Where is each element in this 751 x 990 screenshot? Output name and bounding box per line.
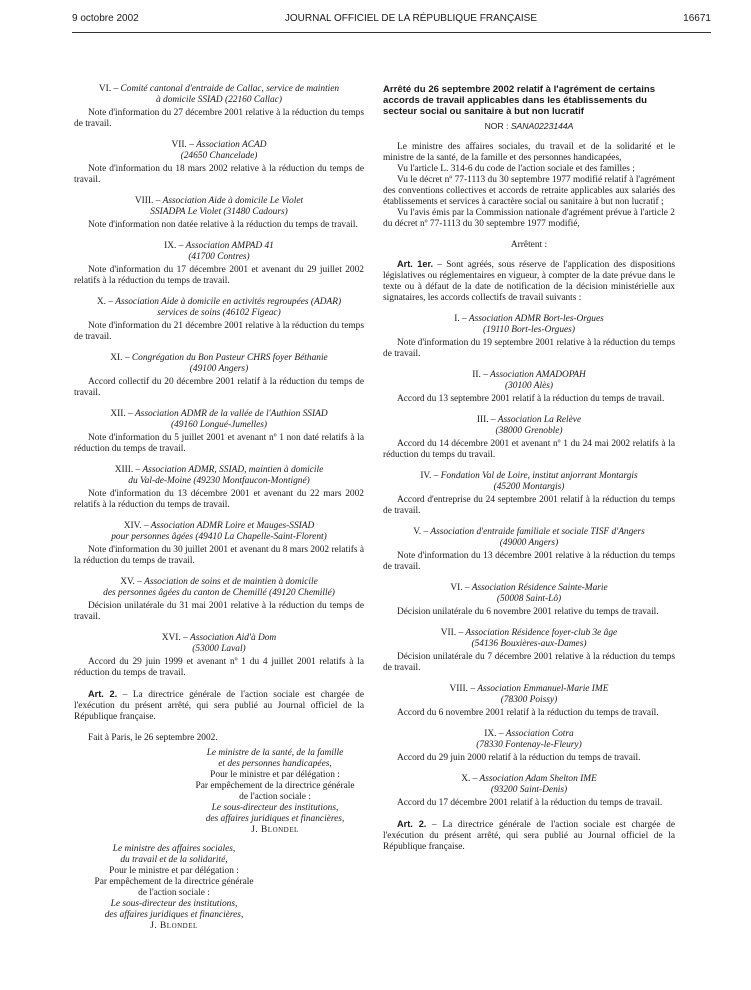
entry-number: I. – (454, 314, 467, 324)
entry-location: (49100 Angers) (189, 364, 249, 374)
entry-location: (45200 Montargis) (493, 482, 565, 492)
entry-number: IX. – (484, 729, 504, 739)
nor-label: NOR : (484, 121, 511, 131)
entry-heading (383, 527, 675, 538)
agreement-entry (74, 633, 364, 679)
agreement-entry (383, 314, 675, 360)
entry-name: Association Résidence foyer-club 3e âge (465, 628, 618, 638)
entry-heading (74, 84, 364, 95)
agreement-entry (74, 297, 364, 343)
header-title: JOURNAL OFFICIEL DE LA RÉPUBLIQUE FRANÇAISE (284, 12, 537, 24)
entry-heading (74, 353, 364, 364)
entry-location: (78330 Fontenay-le-Fleury) (476, 740, 582, 750)
entry-number: II. – (472, 370, 488, 380)
entry-location: (54136 Bouxières-aux-Dames) (471, 639, 587, 649)
entry-number: XV. – (120, 577, 142, 587)
entry-name: Association ACAD (196, 140, 267, 150)
sig1-line6: Le sous-directeur des institutions, (211, 803, 339, 813)
right-art2-text: – La directrice générale de l'action sociale est chargée de l'exécution du présent arrêté, qui sera publié au Journal officiel de la République française. (383, 820, 675, 852)
sig2-line3: Pour le ministre et par délégation : (109, 866, 239, 876)
entry-location: (93200 Saint-Denis) (490, 785, 568, 795)
entry-text: Note d'information du 30 juillet 2001 et avenant du 8 mars 2002 relatifs à la réduction du temps de travail. (74, 545, 364, 566)
entry-name: Association ADMR Bort-les-Orgues (468, 314, 604, 324)
entry-heading (74, 521, 364, 532)
entry-text: Décision unilatérale du 7 décembre 2001 relative à la réduction du temps de travail. (383, 652, 675, 673)
visa-avis-commission: Vu l'avis émis par la Commission nationale d'agrément prévue à l'article 2 du décret nº 77-1113 du 30 septembre 1977 modifié, (383, 208, 675, 229)
entry-name: Fondation Val de Loire, institut anjorrant Montargis (440, 471, 638, 481)
entry-name: Association Adam Shelton IME (479, 774, 597, 784)
entry-location: (53000 Laval) (192, 644, 246, 654)
entry-number: IV. – (420, 471, 439, 481)
entry-number: XIII. – (114, 465, 141, 475)
entry-text: Note d'information du 5 juillet 2001 et avenant nº 1 non daté relatifs à la réduction du temps de travail. (74, 433, 364, 454)
entry-number: XII. – (110, 409, 133, 419)
entry-heading (74, 577, 364, 588)
entry-number: VI. – (450, 583, 470, 593)
entry-name: Association de soins et de maintien à domicile (144, 577, 318, 587)
sig2-line2: du travail et de la solidarité, (120, 855, 228, 865)
entry-name: Association La Relève (497, 415, 582, 425)
entry-location: services de soins (46102 Figeac) (157, 308, 281, 318)
agreement-entry (383, 684, 675, 719)
agreement-entry (74, 465, 364, 511)
agreement-entry (383, 415, 675, 461)
entry-text: Accord du 14 décembre 2001 et avenant nº 1 du 24 mai 2002 relatifs à la réduction du temps du travail. (383, 439, 675, 460)
left-column (74, 84, 364, 932)
entry-location: des personnes âgées du canton de Chemillé (49120 Chemillé) (103, 588, 335, 598)
entry-number: III. – (476, 415, 496, 425)
entry-text: Accord du 29 juin 2000 relatif à la réduction du temps de travail. (397, 753, 641, 763)
entry-heading (383, 628, 675, 639)
entry-heading (383, 774, 675, 785)
entry-number: IX. – (164, 241, 184, 251)
entry-name: Association AMPAD 41 (185, 241, 274, 251)
entry-name: Association Aide à domicile en activités regroupées (ADAR) (115, 297, 342, 307)
entry-number: XIV. – (123, 521, 149, 531)
entry-text: Accord du 13 septembre 2001 relatif à la réduction du temps de travail. (397, 394, 665, 404)
entry-name: Association Cotra (505, 729, 574, 739)
visa-code-action-sociale: Vu l'article L. 314-6 du code de l'action sociale et des familles ; (397, 164, 635, 174)
entry-name: Association ADMR Loire et Mauges-SSIAD (150, 521, 315, 531)
entry-location: (19110 Bort-les-Orgues) (483, 325, 575, 335)
agreement-entry (74, 241, 364, 287)
entry-text: Accord du 17 décembre 2001 relatif à la réduction du temps de travail. (397, 798, 663, 808)
entry-location: (50008 Saint-Lô) (496, 594, 562, 604)
art1-text: – Sont agréés, sous réserve de l'application des dispositions législatives ou réglementaires en vigueur, à compter de la date prévue dans le texte ou à défaut de la date de notification de la décision ministérielle aux signataires, les accords collectifs de travail suivants : (383, 260, 675, 303)
left-article-2 (74, 689, 364, 723)
arretent: Arrêtent : (510, 240, 548, 250)
agreement-entry (74, 140, 364, 186)
entry-heading (383, 729, 675, 740)
entry-location: du Val-de-Moine (49230 Montfaucon-Montigné) (128, 476, 310, 486)
entry-text: Note d'information du 13 décembre 2001 relative à la réduction du temps de travail. (383, 551, 675, 572)
sig2-line1: Le ministre des affaires sociales, (112, 844, 236, 854)
entry-name: Association ADMR, SSIAD, maintien à domicile (142, 465, 324, 475)
sig2-line4: Par empêchement de la directrice générale (94, 877, 254, 887)
entry-name: Association Résidence Sainte-Marie (471, 583, 608, 593)
sig1-line3: Pour le ministre et par délégation : (210, 770, 340, 780)
visa-decret: Vu le décret nº 77-1113 du 30 septembre 1977 modifié relatif à l'agrément des conventions collectives et accords de retraite applicables aux salariés des établissements et services à caractère social ou sanitaire à but non lucratif ; (383, 175, 675, 207)
entry-heading (383, 583, 675, 594)
signature-block-affaires-sociales (74, 844, 274, 932)
entry-text: Accord du 29 juin 1999 et avenant nº 1 du 4 juillet 2001 relatifs à la réduction du temps de travail. (74, 657, 364, 678)
entry-number: VII. – (440, 628, 464, 638)
agreement-entry (74, 84, 364, 130)
entry-heading (383, 370, 675, 381)
entry-location: à domicile SSIAD (22160 Callac) (155, 95, 283, 105)
entry-name: Comité cantonal d'entraide de Callac, service de maintien (120, 84, 340, 94)
agreement-entry (74, 409, 364, 455)
agreement-entry (383, 729, 675, 764)
art1-label: Art. 1er. (397, 259, 434, 269)
entry-text: Note d'information du 17 décembre 2001 et avenant du 29 juillet 2002 relatifs à la réduction du temps de travail. (74, 265, 364, 286)
entry-name: Association AMADOPAH (490, 370, 586, 380)
sig1-line7: des affaires juridiques et financières, (205, 814, 345, 824)
entry-location: (24650 Chancelade) (180, 151, 258, 161)
agreement-entry (74, 196, 364, 231)
entry-text: Accord du 6 novembre 2001 relatif à la réduction du temps de travail. (397, 708, 659, 718)
agreement-entry (383, 471, 675, 517)
entry-location: (41700 Contres) (188, 252, 250, 262)
entry-name: Association Aide à domicile Le Violet (162, 196, 304, 206)
agreement-entry (74, 521, 364, 567)
left-entries (74, 84, 364, 679)
entry-heading (383, 314, 675, 325)
agreement-entry (383, 370, 675, 405)
entry-number: VI. – (98, 84, 119, 94)
sig1-signatory: J. Blondel (251, 825, 299, 835)
agreement-entry (74, 353, 364, 399)
entry-text: Accord collectif du 20 décembre 2001 relatif à la réduction du temps de travail. (74, 377, 364, 398)
entry-heading (383, 471, 675, 482)
entry-text: Décision unilatérale du 6 novembre 2001 relative du temps de travail. (397, 607, 659, 617)
entry-text: Note d'information du 27 décembre 2001 relative à la réduction du temps de travail. (74, 108, 364, 129)
agreement-entry (74, 577, 364, 623)
entry-text: Note d'information du 21 décembre 2001 relative à la réduction du temps de travail. (74, 321, 364, 342)
entry-location: (78300 Poissy) (500, 695, 558, 705)
sig2-line5: de l'action sociale : (138, 888, 210, 898)
entry-location: (38000 Grenoble) (495, 426, 563, 436)
right-article-1 (383, 259, 675, 304)
entry-name: Association d'entraide familiale et sociale TISF d'Angers (430, 527, 645, 537)
agreement-entry (383, 628, 675, 674)
sig1-line4: Par empêchement de la directrice générale (195, 781, 355, 791)
page-header (72, 10, 711, 33)
nor-reference (383, 121, 675, 132)
right-column (383, 84, 675, 863)
entry-number: VIII. – (134, 196, 161, 206)
entry-number: X. – (461, 774, 478, 784)
entry-text: Note d'information du 13 décembre 2001 et avenant du 22 mars 2002 relatifs à la réduction du temps de travail. (74, 489, 364, 510)
right-entries (383, 314, 675, 809)
sig2-line7: des affaires juridiques et financières, (104, 910, 244, 920)
agreement-entry (383, 774, 675, 809)
left-art2-text: – La directrice générale de l'action sociale est chargée de l'exécution du présent arrêté, qui sera publié au Journal officiel de la République française. (74, 690, 364, 722)
entry-number: XVI. – (161, 633, 188, 643)
ministers-intro: Le ministre des affaires sociales, du travail et de la solidarité et le ministre de la santé, de la famille et des personnes handicapées, (383, 142, 675, 163)
entry-number: VII. – (171, 140, 194, 150)
left-art2-label: Art. 2. (88, 689, 118, 699)
entry-name: Association Aid'à Dom (190, 633, 277, 643)
sig1-line1: Le ministre de la santé, de la famille (206, 748, 344, 758)
nor-code: SANA0223144A (510, 121, 574, 131)
entry-heading (74, 465, 364, 476)
entry-name: Congrégation du Bon Pasteur CHRS foyer Béthanie (131, 353, 328, 363)
signature-block-sante (186, 748, 364, 836)
entry-number: X. – (96, 297, 114, 307)
entry-location: pour personnes âgées (49410 La Chapelle-Saint-Florent) (111, 532, 327, 542)
entry-heading (383, 684, 675, 695)
entry-location: (30100 Alès) (505, 381, 553, 391)
entry-heading (74, 409, 364, 420)
right-article-2 (383, 819, 675, 853)
sig2-signatory: J. Blondel (150, 921, 198, 931)
entry-heading (74, 633, 364, 644)
sig1-line5: de l'action sociale : (239, 792, 311, 802)
entry-location: (49000 Angers) (499, 538, 559, 548)
entry-number: XI. – (110, 353, 130, 363)
entry-location: SSIADPA Le Violet (31480 Cadours) (150, 207, 288, 217)
entry-heading (74, 196, 364, 207)
sig2-line6: Le sous-directeur des institutions, (110, 899, 238, 909)
fait-a-paris: Fait à Paris, le 26 septembre 2002. (88, 733, 218, 743)
entry-text: Note d'information non datée relative à la réduction du temps de travail. (88, 220, 358, 230)
entry-text: Note d'information du 19 septembre 2001 relative à la réduction du temps de travail. (383, 338, 675, 359)
entry-location: (49160 Longué-Jumelles) (170, 420, 268, 430)
entry-text: Note d'information du 18 mars 2002 relative à la réduction du temps de travail. (74, 164, 364, 185)
agreement-entry (383, 527, 675, 573)
entry-number: VIII. – (449, 684, 476, 694)
entry-heading (74, 241, 364, 252)
entry-text: Accord d'entreprise du 24 septembre 2001 relatif à la réduction du temps de travail. (383, 495, 675, 516)
entry-number: V. – (413, 527, 429, 537)
entry-name: Association ADMR de la vallée de l'Authion SSIAD (134, 409, 328, 419)
entry-heading (74, 297, 364, 308)
arrete-title: Arrêté du 26 septembre 2002 relatif à l'agrément de certains accords de travail applicables dans les établissements du secteur social ou sanitaire à but non lucratif (383, 84, 656, 117)
header-page-number: 16671 (683, 12, 711, 24)
agreement-entry (383, 583, 675, 618)
entry-heading (74, 140, 364, 151)
right-art2-label: Art. 2. (397, 819, 427, 829)
entry-name: Association Emmanuel-Marie IME (477, 684, 609, 694)
entry-text: Décision unilatérale du 31 mai 2001 relative à la réduction du temps de travail. (74, 601, 364, 622)
sig1-line2: et des personnes handicapées, (218, 759, 332, 769)
header-date: 9 octobre 2002 (72, 12, 139, 24)
entry-heading (383, 415, 675, 426)
